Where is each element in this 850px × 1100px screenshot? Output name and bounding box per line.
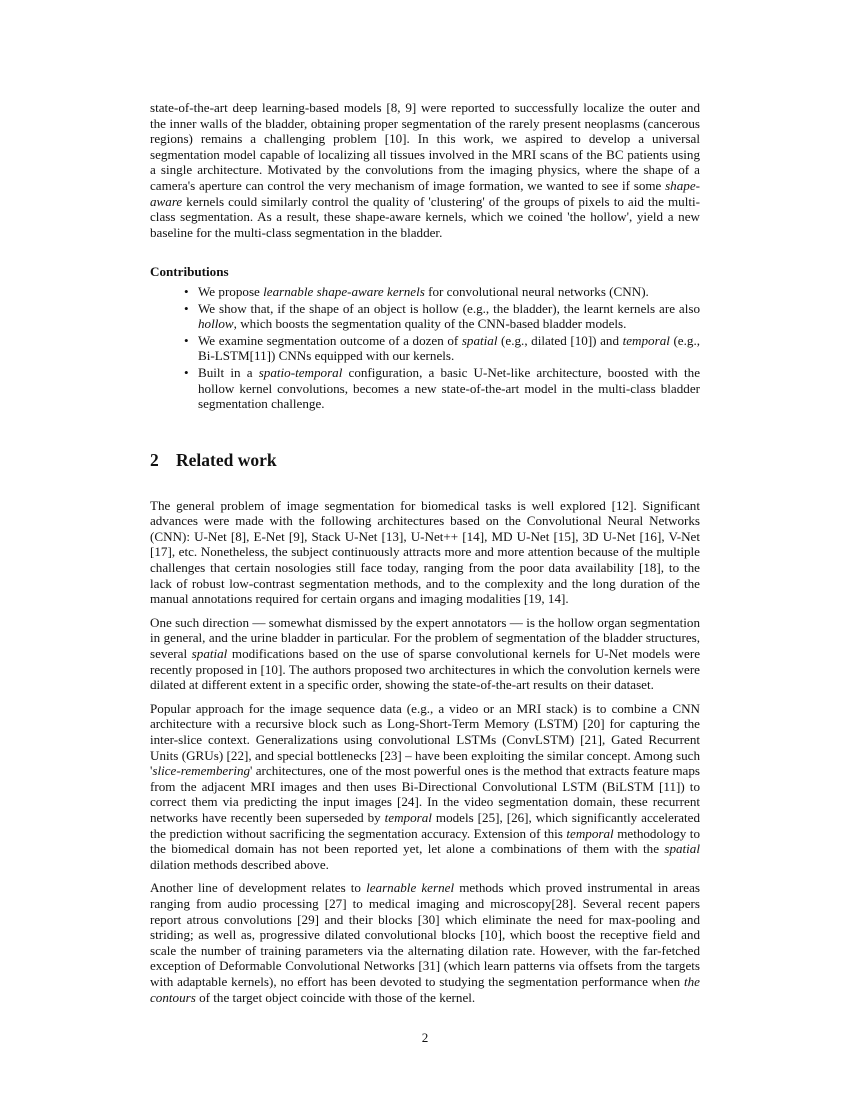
list-item: • We show that, if the shape of an object is hollow (e.g., the bladder), the learnt kernels are also hollow, which boosts the segmentation quality of the CNN-based bladder models.: [198, 301, 700, 332]
related-paragraph-4: Another line of development relates to learnable kernel methods which proved instrumental in areas ranging from audio processing [27] to medical imaging and microscopy[28]. Several recent papers report atrous convolutions [29] and their blocks [30] which eliminate the need for max-pooling and striding; as well as, progressive dilated convolutional blocks [10], which boost the receptive field and scale the number of training parameters via the alternating dilation rate. However, with the far-fetched exception of Deformable Convolutional Networks [31] (which learn patterns via offsets from the targets with adaptable kernels), no effort has been devoted to studying the segmentation performance when the contours of the target object coincide with those of the kernel.: [150, 880, 700, 1005]
related-paragraph-1: The general problem of image segmentation for biomedical tasks is well explored [12]. Significant advances were made with the following architectures based on the Convolutional Neural Networks (CNN): U-Net [8], E-Net [9], Stack U-Net [13], U-Net++ [14], MD U-Net [15], 3D U-Net [16], V-Net [17], etc. Nonetheless, the subject continuously attracts more and more attention because of the multiple challenges that certain nosologies still face today, ranging from the poor data availability [18], to the lack of robust low-contrast segmentation methods, and to the complexity and the long duration of the manual annotations required for certain organs and imaging modalities [19, 14].: [150, 497, 700, 607]
related-paragraph-2: One such direction — somewhat dismissed by the expert annotators — is the hollow organ segmentation in general, and the urine bladder in particular. For the problem of segmentation of the bladder structures, several spatial modifications based on the use of sparse convolutional kernels for U-Net models were recently proposed in [10]. The authors proposed two architectures in which the convolution kernels were dilated at different extent in a specific order, showing the state-of-the-art results on their dataset.: [150, 614, 700, 693]
section-heading: [150, 450, 700, 470]
intro-paragraph: state-of-the-art deep learning-based models [8, 9] were reported to successfully localize the outer and the inner walls of the bladder, obtaining proper segmentation of the rarely present neoplasms (cancerous regions) remains a challenging problem [10]. In this work, we aspired to develop a universal segmentation model capable of localizing all tissues involved in the MRI scans of the BC patients using a single architecture. Motivated by the convolutions from the imaging physics, where the shape of a camera's aperture can control the very mechanism of image formation, we wanted to see if some shape-aware kernels could similarly control the quality of 'clustering' of the groups of pixels to aid the multi-class segmentation. As a result, these shape-aware kernels, which we coined 'the hollow', yield a new baseline for the multi-class segmentation in the bladder.: [150, 100, 700, 240]
page-body: [150, 100, 700, 1013]
related-paragraph-3: Popular approach for the image sequence data (e.g., a video or an MRI stack) is to combine a CNN architecture with a recursive block such as Long-Short-Term Memory (LSTM) [20] for capturing the inter-slice context. Generalizations using convolutional LSTMs (ConvLSTM) [21], Gated Recurrent Units (GRUs) [22], and special bottlenecks [23] – have been exploiting the similar concept. Among such 'slice-remembering' architectures, one of the most powerful ones is the method that extracts feature maps from the adjacent MRI images and then uses Bi-Directional Convolutional LSTM (BiLSTM [11]) to correct them via predicting the input images [24]. In the video segmentation domain, these recurrent networks have recently been superseded by temporal models [25], [26], which significantly accelerated the prediction without sacrificing the segmentation accuracy. Extension of this temporal methodology to the biomedical domain has not been reported yet, let alone a combinations of them with the spatial dilation methods described above.: [150, 700, 700, 872]
list-item: • We propose learnable shape-aware kernels for convolutional neural networks (CNN).: [198, 284, 700, 300]
page-number: 2: [421, 1030, 429, 1045]
contributions-list: [150, 284, 700, 412]
contributions-heading: Contributions: [150, 264, 229, 280]
section-number: 2: [150, 449, 159, 470]
list-item: • Built in a spatio-temporal configuration, a basic U-Net-like architecture, boosted with the hollow kernel convolutions, becomes a new state-of-the-art model in the multi-class bladder segmentation challenge.: [198, 365, 700, 412]
section-title: Related work: [176, 449, 277, 470]
list-item: • We examine segmentation outcome of a dozen of spatial (e.g., dilated [10]) and temporal (e.g., Bi-LSTM[11]) CNNs equipped with our kernels.: [198, 333, 700, 364]
